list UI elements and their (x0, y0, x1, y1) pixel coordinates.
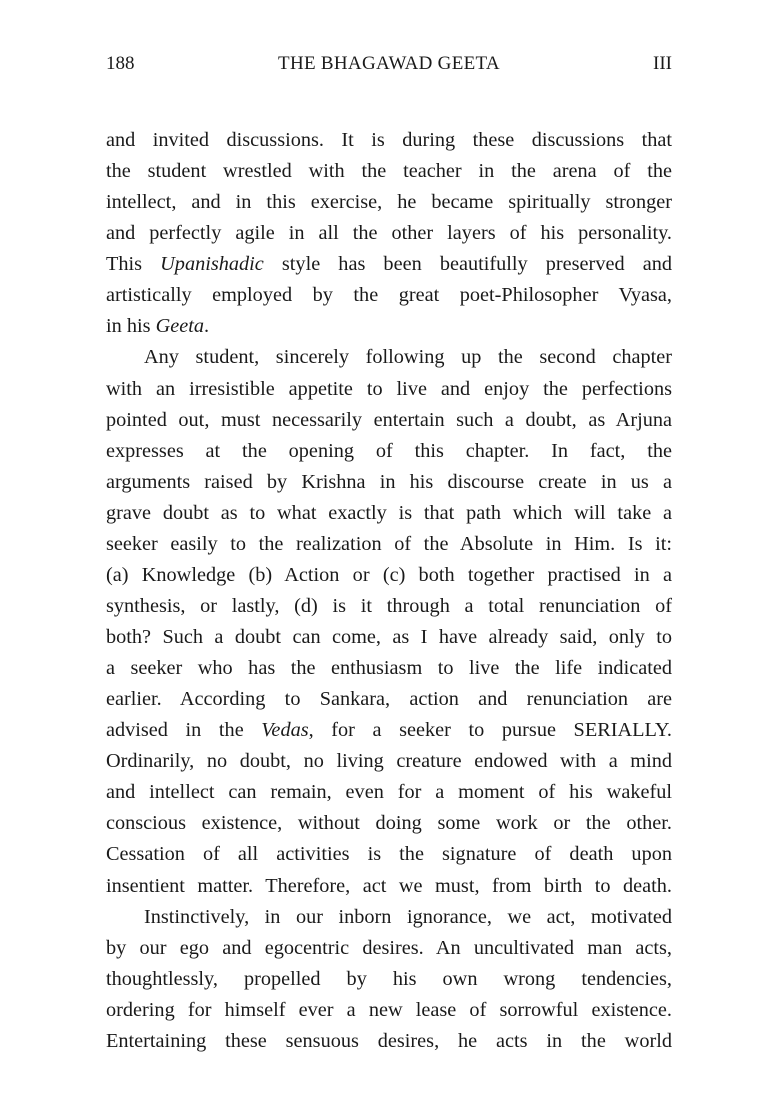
text-run: Cessation of all activities is the signature of death upon (106, 843, 672, 866)
chapter-number: III (653, 53, 672, 74)
text-line (106, 777, 672, 808)
text-run: and intellect can remain, even for a moment of his wakeful (106, 781, 672, 804)
text-run: grave doubt as to what exactly is that path which will take a (106, 501, 672, 524)
text-run: advised in the (106, 719, 262, 742)
running-header (106, 52, 672, 76)
paragraph (106, 902, 672, 1057)
text-run: Entertaining these sensuous desires, he acts in the world (106, 1029, 672, 1052)
text-run: with an irresistible appetite to live and enjoy the perfections (106, 377, 672, 400)
text-line (106, 964, 672, 995)
text-run: intellect, and in this exercise, he became spiritually stronger (106, 191, 672, 214)
text-run: conscious existence, without doing some work or the other. (106, 812, 672, 835)
text-line (106, 1026, 672, 1057)
text-line (106, 622, 672, 653)
text-run: artistically employed by the great poet-Philosopher Vyasa, (106, 284, 672, 307)
text-line (106, 467, 672, 498)
text-line (106, 871, 672, 902)
text-line (106, 249, 672, 280)
text-line (106, 529, 672, 560)
text-run: Any student, sincerely following up the second chapter (144, 346, 672, 369)
text-run: seeker easily to the realization of the Absolute in Him. Is it: (106, 532, 672, 555)
text-line (106, 311, 672, 342)
running-title: THE BHAGAWAD GEETA (278, 53, 500, 74)
text-line (106, 342, 672, 373)
text-line (106, 902, 672, 933)
italic-term: Geeta (155, 315, 205, 338)
text-run: Instinctively, in our inborn ignorance, we act, motivated (144, 905, 672, 928)
text-run: , for a seeker to pursue SERIALLY. (308, 719, 672, 742)
text-run: both? Such a doubt can come, as I have already said, only to (106, 626, 672, 648)
text-run: Ordinarily, no doubt, no living creature endowed with a mind (106, 750, 672, 773)
text-run: arguments raised by Krishna in his discourse create in us a (106, 470, 672, 493)
text-line (106, 684, 672, 715)
page-number: 188 (106, 53, 135, 74)
text-line (106, 156, 672, 187)
text-run: This (106, 253, 161, 276)
italic-term: Upanishadic (160, 253, 264, 276)
text-run: and invited discussions. It is during these discussions that (106, 129, 672, 151)
text-line (106, 125, 672, 156)
text-line (106, 187, 672, 218)
text-run: style has been beautifully preserved and (263, 253, 672, 276)
text-line (106, 498, 672, 529)
text-line (106, 808, 672, 839)
text-run: by our ego and egocentric desires. An uncultivated man acts, (106, 936, 672, 959)
italic-term: Vedas (261, 719, 309, 742)
text-run: (a) Knowledge (b) Action or (c) both together practised in a (106, 563, 672, 586)
text-line (106, 218, 672, 249)
text-run: pointed out, must necessarily entertain such a doubt, as Arjuna (106, 408, 672, 431)
text-line (106, 591, 672, 622)
text-run: in his (106, 315, 156, 338)
text-run: the student wrestled with the teacher in the arena of the (106, 160, 672, 183)
text-run: expresses at the opening of this chapter. In fact, the (106, 439, 672, 462)
text-run: synthesis, or lastly, (d) is it through a total renunciation of (106, 594, 672, 617)
text-run: . (204, 315, 210, 338)
paragraph (106, 125, 672, 342)
paragraph (106, 342, 672, 901)
text-run: a seeker who has the enthusiasm to live the life indicated (106, 657, 672, 680)
text-line (106, 715, 672, 746)
page-body (106, 125, 672, 1057)
text-run: and perfectly agile in all the other layers of his personality. (106, 222, 672, 245)
text-line (106, 560, 672, 591)
text-line (106, 374, 672, 405)
text-line (106, 746, 672, 777)
text-run: thoughtlessly, propelled by his own wrong tendencies, (106, 967, 672, 990)
text-line (106, 280, 672, 311)
text-line (106, 933, 672, 964)
text-line (106, 405, 672, 436)
text-run: ordering for himself ever a new lease of sorrowful existence. (106, 998, 672, 1021)
text-line (106, 995, 672, 1026)
text-line (106, 653, 672, 684)
text-line (106, 839, 672, 870)
text-line (106, 436, 672, 467)
text-run: insentient matter. Therefore, act we must, from birth to death. (106, 874, 672, 897)
text-run: earlier. According to Sankara, action and renunciation are (106, 688, 672, 711)
